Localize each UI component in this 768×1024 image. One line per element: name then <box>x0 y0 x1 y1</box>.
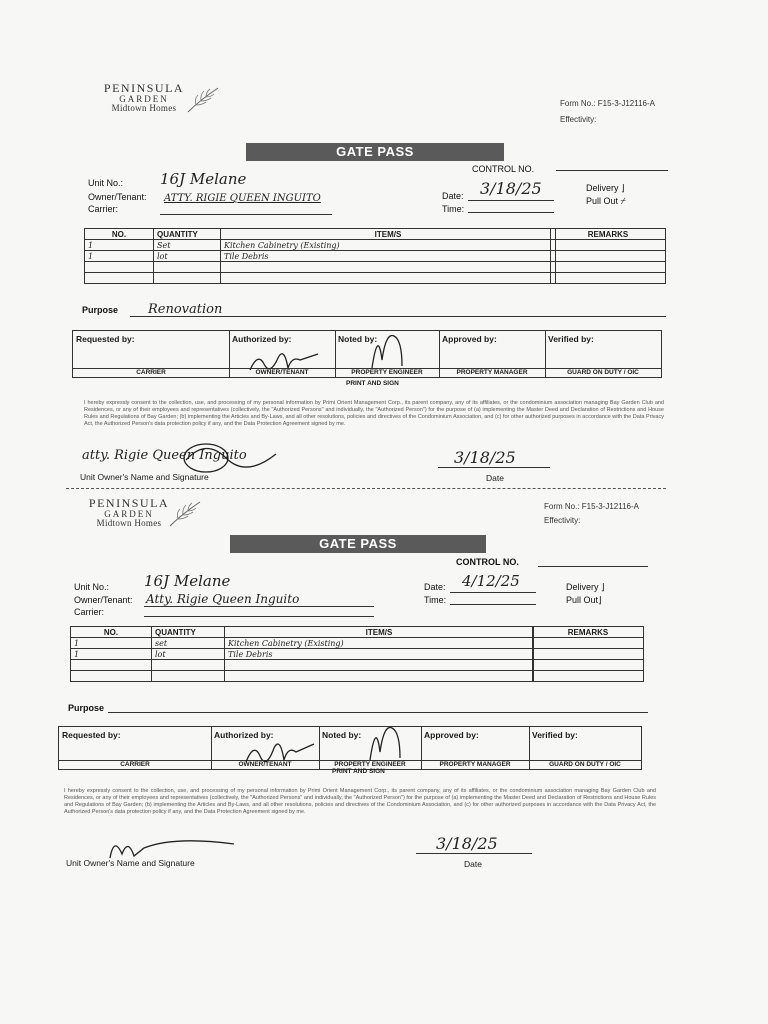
form-number: Form No.: F15-3-J12116-A <box>560 99 655 108</box>
delivery-label: Delivery <box>566 582 599 592</box>
row-no: 1 <box>71 649 152 660</box>
owner-signature-caption: Unit Owner's Name and Signature <box>80 472 209 482</box>
owner-signature-caption: Unit Owner's Name and Signature <box>66 858 195 868</box>
approved-by-label: Approved by: <box>424 730 479 740</box>
time-field <box>450 604 536 605</box>
approved-by-label: Approved by: <box>442 334 497 344</box>
remarks-table <box>532 626 644 682</box>
effectivity-label: Effectivity: <box>544 516 581 525</box>
carrier-field <box>144 616 374 617</box>
remarks-table <box>550 228 666 284</box>
approved-by-cell <box>439 331 546 377</box>
signature-block <box>58 726 642 770</box>
row-qty: Set <box>154 240 221 251</box>
unit-no-label: Unit No.: <box>88 178 124 188</box>
carrier-caption: CARRIER <box>59 760 211 769</box>
date-caption: Date <box>464 859 482 869</box>
delivery-option[interactable]: Delivery ⌋ <box>586 183 625 193</box>
signature-block <box>72 330 662 378</box>
authorized-by-label: Authorized by: <box>214 730 274 740</box>
row-no: 1 <box>85 240 154 251</box>
logo-line-1: PENINSULA <box>103 81 185 95</box>
verified-by-label: Verified by: <box>548 334 594 344</box>
property-manager-caption: PROPERTY MANAGER <box>439 368 545 377</box>
noted-signature <box>366 718 410 764</box>
logo-line-1: PENINSULA <box>88 496 170 510</box>
leaf-logo-icon <box>168 500 202 528</box>
gate-pass-title: GATE PASS <box>230 535 486 553</box>
owner-tenant-value: Atty. Rigie Queen Inguito <box>146 592 300 606</box>
approved-by-cell <box>421 727 530 769</box>
control-no-field <box>556 170 668 171</box>
owner-tenant-caption: OWNER/TENANT <box>211 760 319 769</box>
logo-line-3: Midtown Homes <box>96 518 162 529</box>
row-qty: set <box>152 638 225 649</box>
items-table <box>84 228 556 284</box>
pull-out-option[interactable]: Pull Out ⌿ <box>586 196 626 206</box>
date-value: 4/12/25 <box>462 572 520 590</box>
table-row <box>71 638 534 649</box>
table-row <box>71 660 534 671</box>
purpose-field <box>108 712 648 713</box>
col-no: NO. <box>85 229 154 240</box>
row-no: 1 <box>85 251 154 262</box>
requested-by-label: Requested by: <box>76 334 135 344</box>
sign-date-line <box>416 853 532 854</box>
table-row <box>71 649 534 660</box>
company-logo <box>100 82 188 113</box>
property-engineer-caption: PROPERTY ENGINEER <box>335 368 439 377</box>
sign-date: 3/18/25 <box>436 834 498 853</box>
print-and-sign: PRINT AND SIGN <box>332 768 385 775</box>
carrier-label: Carrier: <box>74 607 105 617</box>
sign-date: 3/18/25 <box>454 448 516 467</box>
authorized-signature <box>240 732 320 768</box>
table-row <box>85 240 556 251</box>
row-item: Kitchen Cabinetry (Existing) <box>225 638 534 649</box>
owner-signature <box>176 440 286 474</box>
owner-tenant-label: Owner/Tenant: <box>88 192 147 202</box>
date-label: Date: <box>424 582 446 592</box>
time-label: Time: <box>424 595 447 605</box>
date-field <box>450 592 536 593</box>
privacy-consent-text: I hereby expressly consent to the collection, use, and processing of my personal information by Primi Orient Management Corp., its parent company, any of its affiliates, or the condominium association managing Bay Garden Club and Residences, or any of their employees and representatives (collectively, the "Authorized Persons" and individually, the "Authorized Person") for the purpose of (a) implementing the Master Deed and Declaration of Restrictions and House Rules and Regulations of Bay Garden; (b) implementing the Articles and By-Laws, and all other resolutions, policies and directives of the Condominium Association, and (c) for other authorized purposes in accordance with the Data Privacy Act, the Authorized Person's data protection policy if any, and the Data Protection Agreement signed by me. <box>64 788 656 815</box>
delivery-option[interactable]: Delivery ⌋ <box>566 582 605 592</box>
row-qty: lot <box>152 649 225 660</box>
noted-by-label: Noted by: <box>322 730 362 740</box>
verified-by-label: Verified by: <box>532 730 578 740</box>
pull-out-label: Pull Out <box>586 196 619 206</box>
table-row <box>71 671 534 682</box>
col-quantity: QUANTITY <box>152 627 225 638</box>
owner-tenant-field <box>144 606 374 607</box>
verified-by-cell <box>545 331 661 377</box>
row-no: 1 <box>71 638 152 649</box>
authorized-by-label: Authorized by: <box>232 334 292 344</box>
pull-out-option[interactable]: Pull Out⌋ <box>566 595 602 605</box>
col-remarks: REMARKS <box>551 229 666 240</box>
privacy-consent-text: I hereby expressly consent to the collection, use, and processing of my personal information by Primi Orient Management Corp., its parent company, any of its affiliates, or the condominium association managing Bay Garden Club and Residences, or any of their employees and representatives (collectively, the "Authorized Persons" and individually, the "Authorized Person") for the purpose of (a) implementing the Master Deed and Declaration of Restrictions and House Rules and Regulations of Bay Garden; (b) implementing the Articles and By-Laws, and all other resolutions, policies and directives of the Condominium Association, and (c) for other authorized purposes in accordance with the Data Privacy Act, the Authorized Person's data protection policy if any, and the Data Protection Agreement signed by me. <box>84 400 664 427</box>
time-field <box>468 212 554 213</box>
authorized-signature <box>244 342 324 376</box>
date-label: Date: <box>442 191 464 201</box>
logo-line-2: GARDEN <box>104 508 154 519</box>
date-caption: Date <box>486 473 504 483</box>
delivery-label: Delivery <box>586 183 619 193</box>
gate-pass-title: GATE PASS <box>246 143 504 161</box>
form-number: Form No.: F15-3-J12116-A <box>544 502 639 511</box>
unit-no-value: 16J Melane <box>160 170 247 188</box>
property-engineer-caption: PROPERTY ENGINEER <box>319 760 421 769</box>
logo-line-3: Midtown Homes <box>111 103 177 114</box>
unit-no-value: 16J Melane <box>144 572 231 590</box>
pull-out-label: Pull Out <box>566 595 599 605</box>
print-and-sign: PRINT AND SIGN <box>346 380 399 387</box>
owner-tenant-label: Owner/Tenant: <box>74 595 133 605</box>
col-no: NO. <box>71 627 152 638</box>
requested-by-cell <box>59 727 212 769</box>
table-row <box>85 251 556 262</box>
col-remarks: REMARKS <box>533 627 644 638</box>
items-table <box>70 626 534 682</box>
control-no-label: CONTROL NO. <box>472 164 535 174</box>
purpose-label: Purpose <box>82 305 119 315</box>
control-no-label: CONTROL NO. <box>456 557 519 567</box>
row-qty: lot <box>154 251 221 262</box>
carrier-field <box>160 214 332 215</box>
sign-date-line <box>438 467 550 468</box>
col-items: ITEM/S <box>225 627 534 638</box>
requested-by-label: Requested by: <box>62 730 121 740</box>
date-value: 3/18/25 <box>480 179 542 198</box>
property-manager-caption: PROPERTY MANAGER <box>421 760 529 769</box>
owner-signature-name: atty. Rigie Queen Inguito <box>82 448 247 463</box>
time-label: Time: <box>442 204 465 214</box>
carrier-caption: CARRIER <box>73 368 229 377</box>
requested-by-cell <box>73 331 230 377</box>
guard-caption: GUARD ON DUTY / OIC <box>529 760 641 769</box>
row-item: Tile Debris <box>221 251 556 262</box>
row-item: Kitchen Cabinetry (Existing) <box>221 240 556 251</box>
col-quantity: QUANTITY <box>154 229 221 240</box>
purpose-label: Purpose <box>68 703 105 713</box>
date-field <box>468 200 554 201</box>
carrier-label: Carrier: <box>88 204 119 214</box>
company-logo <box>86 497 172 528</box>
noted-by-label: Noted by: <box>338 334 378 344</box>
noted-signature <box>368 326 412 372</box>
purpose-field <box>130 316 666 317</box>
control-no-field <box>538 566 648 567</box>
row-item: Tile Debris <box>225 649 534 660</box>
leaf-logo-icon <box>186 86 220 114</box>
table-row <box>85 262 556 273</box>
logo-line-2: GARDEN <box>119 93 169 104</box>
purpose-value: Renovation <box>148 302 223 317</box>
owner-tenant-caption: OWNER/TENANT <box>229 368 335 377</box>
owner-tenant-value: ATTY. RIGIE QUEEN INGUITO <box>164 193 321 204</box>
table-row <box>85 273 556 284</box>
col-items: ITEM/S <box>221 229 556 240</box>
unit-no-label: Unit No.: <box>74 582 110 592</box>
cut-line <box>66 488 666 489</box>
effectivity-label: Effectivity: <box>560 115 597 124</box>
guard-caption: GUARD ON DUTY / OIC <box>545 368 661 377</box>
verified-by-cell <box>529 727 641 769</box>
